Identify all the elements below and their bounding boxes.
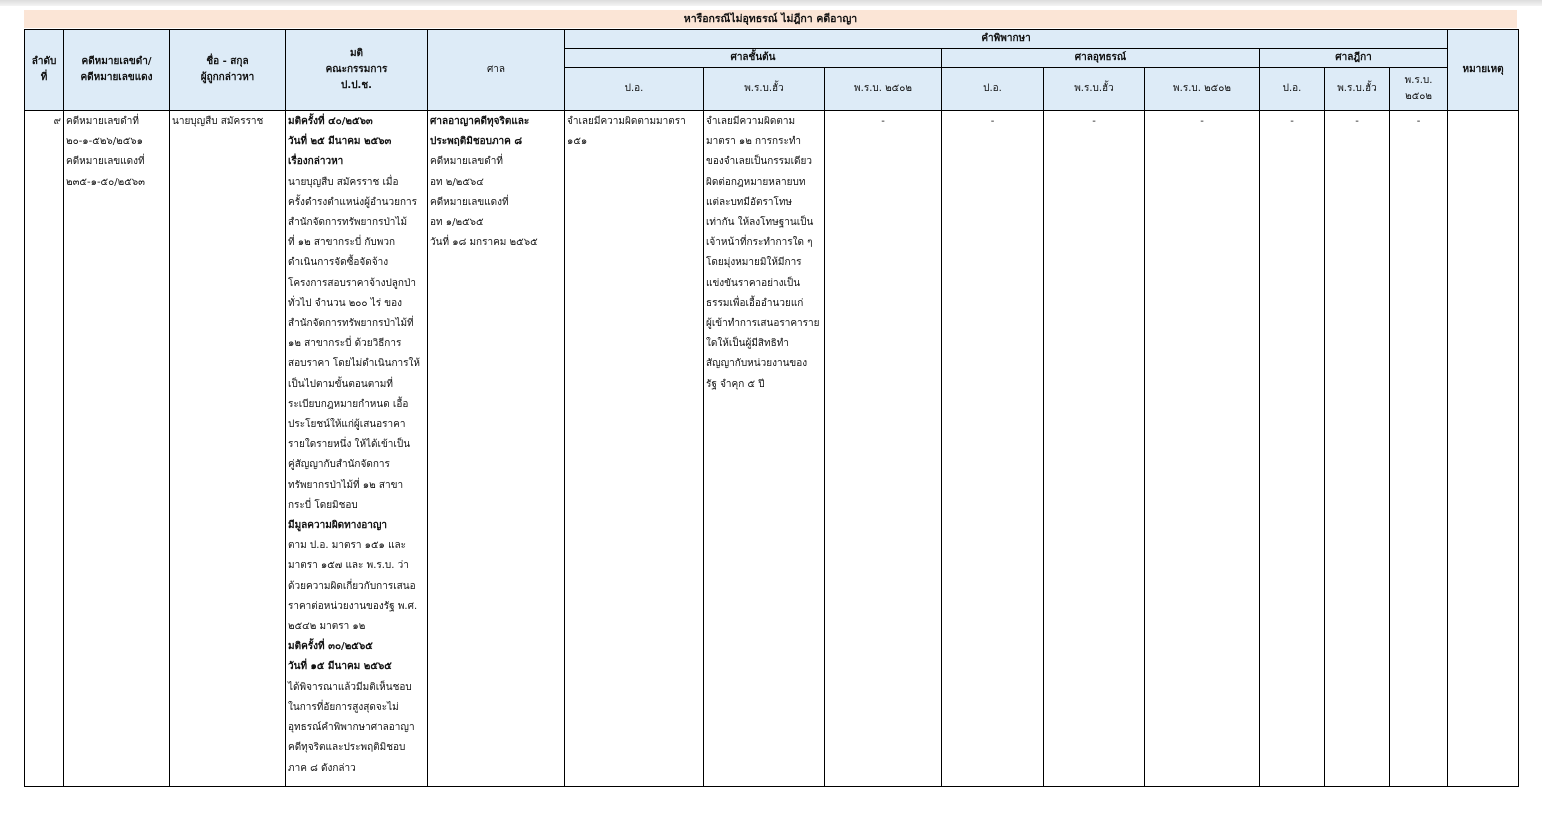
text-line: แต่ละบทมีอัตราโทษ: [706, 196, 793, 208]
header-first-act-2502: พ.ร.บ. ๒๕๐๒: [825, 68, 942, 111]
header-appeal-court: ศาลอุทธรณ์: [942, 49, 1260, 68]
text-line: มีมูลความผิดทางอาญา: [288, 520, 388, 532]
header-appeal-bid-act: พ.ร.บ.ฮั้ว: [1044, 68, 1145, 111]
text-line: ระเบียบกฎหมายกำหนด เอื้อ: [288, 398, 409, 410]
cell-appeal-act-2502: -: [1145, 111, 1260, 787]
text-line: ตาม ป.อ. มาตรา ๑๕๑ และ: [288, 540, 407, 552]
text-line: ด้วยความผิดเกี่ยวกับการเสนอ: [288, 580, 416, 592]
cell-court: [428, 111, 565, 787]
text-line: ใดให้เป็นผู้มีสิทธิทำ: [706, 338, 789, 350]
text-line: วันที่ ๒๕ มีนาคม ๒๕๖๓: [288, 136, 392, 148]
text-line: คดีทุจริตและประพฤติมิชอบ: [288, 742, 406, 754]
text-line: ในการที่อัยการสูงสุดจะไม่: [288, 701, 399, 713]
text-line: ที่ ๑๒ สาขากระบี่ กับพวก: [288, 237, 396, 249]
text-line: นายบุญสืบ สมัครราช เมื่อ: [288, 176, 399, 188]
text-line: สัญญากับหน่วยงานของ: [706, 358, 808, 370]
text-line: เรื่องกล่าวหา: [288, 156, 344, 168]
header-remarks: หมายเหตุ: [1448, 30, 1519, 111]
cell-supreme-bid-act: -: [1325, 111, 1390, 787]
text-line: อุทธรณ์คำพิพากษาศาลอาญา: [288, 722, 415, 734]
cell-first-act-2502: -: [825, 111, 942, 787]
header-supreme-po: ป.อ.: [1260, 68, 1325, 111]
text-line: ๑๒ สาขากระบี่ ด้วยวิธีการ: [288, 338, 402, 350]
text-line: คู่สัญญากับสำนักจัดการ: [288, 459, 390, 471]
header-appeal-act-2502: พ.ร.บ. ๒๕๐๒: [1145, 68, 1260, 111]
text-line: ผู้เข้าทำการเสนอราคาราย: [706, 318, 820, 330]
text-line: สำนักจัดการทรัพยากรป่าไม้: [288, 217, 408, 229]
cell-first-bid-act: [704, 111, 825, 787]
text-line: ผิดต่อกฎหมายหลายบท: [706, 176, 806, 188]
header-no: ลำดับ ที่: [25, 30, 64, 111]
text-line: ของจำเลยเป็นกรรมเดียว: [706, 156, 812, 168]
text-line: มติครั้งที่ ๔๐/๒๕๖๓: [288, 116, 373, 127]
header-supreme-bid-act: พ.ร.บ.ฮั้ว: [1325, 68, 1390, 111]
text-line: วันที่ ๑๘ มกราคม ๒๕๖๕: [430, 237, 538, 249]
header-supreme-act-2502: พ.ร.บ. ๒๕๐๒: [1390, 68, 1448, 111]
header-judgment: คำพิพากษา: [565, 30, 1448, 49]
cell-appeal-bid-act: -: [1044, 111, 1145, 787]
text-line: มาตรา ๑๒ การกระทำ: [706, 136, 802, 148]
text-line: แข่งขันราคาอย่างเป็น: [706, 277, 801, 289]
table-row: [25, 111, 1519, 787]
text-line: สำนักจัดการทรัพยากรป่าไม้ที่: [288, 318, 414, 330]
text-line: กระบี่ โดยมิชอบ: [288, 499, 358, 511]
header-supreme-court: ศาลฎีกา: [1260, 49, 1448, 68]
window-top-edge: [0, 0, 1542, 6]
cell-no: ๙: [25, 111, 64, 787]
text-line: ๒๕๔๒ มาตรา ๑๒: [288, 621, 366, 633]
text-line: คดีหมายเลขดำที่: [430, 156, 503, 168]
cell-appeal-po: -: [942, 111, 1044, 787]
header-resolution: มติ คณะกรรมการ ป.ป.ช.: [286, 30, 428, 111]
text-line: ทรัพยากรป่าไม้ที่ ๑๒ สาขา: [288, 479, 404, 491]
text-line: มาตรา ๑๕๗ และ พ.ร.บ. ว่า: [288, 560, 409, 572]
text-line: ประพฤติมิชอบภาค ๘: [430, 136, 523, 148]
text-line: มติครั้งที่ ๓๐/๒๕๖๕: [288, 641, 373, 653]
text-line: เป็นไปตามขั้นตอนตามที่: [288, 378, 393, 390]
header-first-court: ศาลชั้นต้น: [565, 49, 942, 68]
cell-supreme-act-2502: -: [1390, 111, 1448, 787]
header-first-po: ป.อ.: [565, 68, 704, 111]
cell-remarks: [1448, 111, 1519, 787]
header-accused-name: ชื่อ - สกุล ผู้ถูกกล่าวหา: [170, 30, 286, 111]
header-case-no: คดีหมายเลขดำ/ คดีหมายเลขแดง: [64, 30, 170, 111]
text-line: วันที่ ๑๕ มีนาคม ๒๕๖๕: [288, 661, 392, 673]
header-appeal-po: ป.อ.: [942, 68, 1044, 111]
case-table: [24, 29, 1519, 787]
text-line: จำเลยมีความผิดตาม: [706, 116, 796, 127]
text-line: ศาลอาญาคดีทุจริตและ: [430, 116, 530, 127]
cell-accused-name: นายบุญสืบ สมัครราช: [170, 111, 286, 787]
text-line: ธรรมเพื่อเอื้ออำนวยแก่: [706, 297, 804, 309]
text-line: ประโยชน์ให้แก่ผู้เสนอราคา: [288, 419, 406, 431]
text-line: ดำเนินการจัดซื้อจัดจ้าง: [288, 257, 389, 269]
cell-case-no: คดีหมายเลขดำที่ ๒๐-๑-๕๒๖/๒๕๖๑ คดีหมายเลขแดงที่ ๒๓๕-๑-๕๐/๒๕๖๓: [64, 111, 170, 787]
text-line: คดีหมายเลขแดงที่: [430, 196, 509, 208]
text-line: ทั่วไป จำนวน ๒๐๐ ไร่ ของ: [288, 297, 402, 309]
text-line: รัฐ จำคุก ๕ ปี: [706, 378, 765, 390]
text-line: เจ้าหน้าที่กระทำการใด ๆ: [706, 237, 813, 249]
text-line: ได้พิจารณาแล้วมีมติเห็นชอบ: [288, 681, 412, 693]
text-line: ภาค ๘ ดังกล่าว: [288, 762, 356, 774]
cell-supreme-po: -: [1260, 111, 1325, 787]
text-line: ราคาต่อหน่วยงานของรัฐ พ.ศ.: [288, 600, 418, 612]
cell-first-po: จำเลยมีความผิดตามมาตรา ๑๕๑: [565, 111, 704, 787]
text-line: สอบราคา โดยไม่ดำเนินการให้: [288, 358, 420, 370]
text-line: อท ๑/๒๕๖๕: [430, 217, 484, 229]
text-line: โครงการสอบราคาจ้างปลูกป่า: [288, 277, 416, 289]
table-title: หารือกรณีไม่อุทธรณ์ ไม่ฎีกา คดีอาญา: [24, 10, 1517, 28]
text-line: อท ๒/๒๕๖๔: [430, 176, 484, 188]
text-line: เท่ากัน ให้ลงโทษฐานเป็น: [706, 217, 814, 229]
text-line: ครั้งดำรงตำแหน่งผู้อำนวยการ: [288, 196, 418, 208]
text-line: โดยมุ่งหมายมิให้มีการ: [706, 257, 802, 269]
cell-resolution: [286, 111, 428, 787]
header-first-bid-act: พ.ร.บ.ฮั้ว: [704, 68, 825, 111]
text-line: รายใดรายหนึ่ง ให้ได้เข้าเป็น: [288, 439, 411, 451]
header-court: ศาล: [428, 30, 565, 111]
